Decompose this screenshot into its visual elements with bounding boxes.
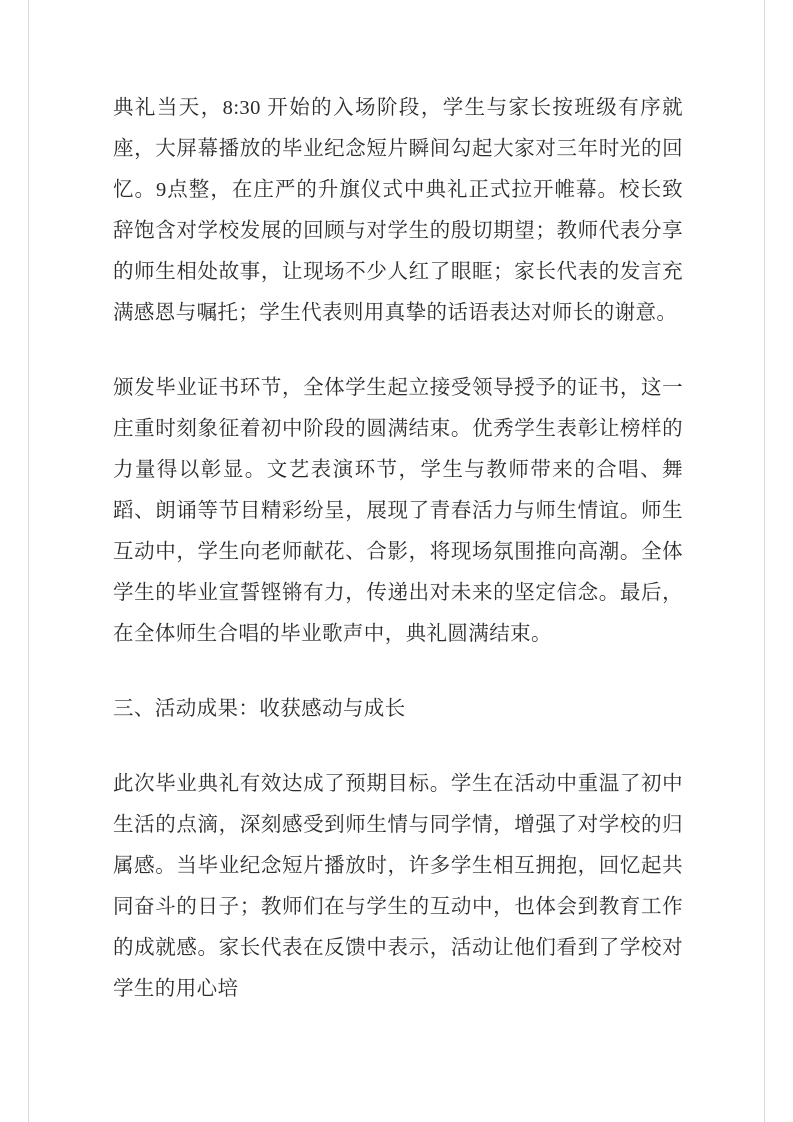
section-heading: 三、活动成果：收获感动与成长: [113, 698, 406, 720]
paragraph-3: 此次毕业典礼有效达成了预期目标。学生在活动中重温了初中生活的点滴，深刻感受到师生情与同学情，增强了对学校的归属感。当毕业纪念短片播放时，许多学生相互拥抱，回忆起共同奋斗的日子；教师们在与学生的互动中，也体会到教育工作的成就感。家长代表在反馈中表示，活动让他们看到了学校对学生的用心培: [113, 773, 683, 1000]
page-border-right: [764, 0, 765, 1122]
page-border-left: [28, 0, 29, 1122]
paragraph-2: 颁发毕业证书环节，全体学生起立接受领导授予的证书，这一庄重时刻象征着初中阶段的圆满结束。优秀学生表彰让榜样的力量得以彰显。文艺表演环节，学生与教师带来的合唱、舞蹈、朗诵等节目精彩纷呈，展现了青春活力与师生情谊。师生互动中，学生向老师献花、合影，将现场氛围推向高潮。全体学生的毕业宣誓铿锵有力，传递出对未来的坚定信念。最后，在全体师生合唱的毕业歌声中，典礼圆满结束。: [113, 377, 683, 645]
document-body: [113, 88, 683, 1010]
paragraph-1: 典礼当天，8:30 开始的入场阶段，学生与家长按班级有序就座，大屏幕播放的毕业纪念短片瞬间勾起大家对三年时光的回忆。9点整，在庄严的升旗仪式中典礼正式拉开帷幕。校长致辞饱含对学校发展的回顾与对学生的殷切期望；教师代表分享的师生相处故事，让现场不少人红了眼眶；家长代表的发言充满感恩与嘱托；学生代表则用真挚的话语表达对师长的谢意。: [113, 97, 683, 324]
